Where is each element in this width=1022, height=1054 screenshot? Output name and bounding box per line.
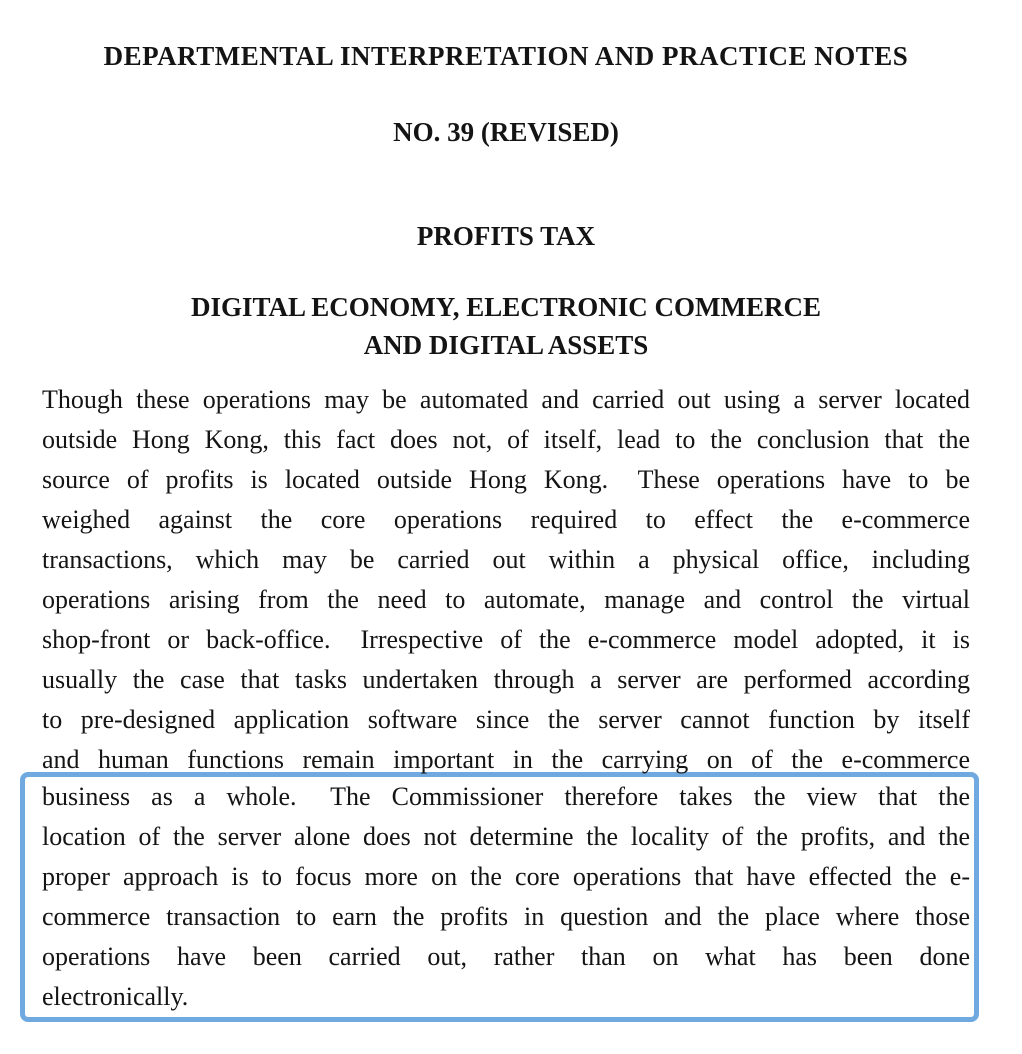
body-paragraph [42, 380, 970, 1022]
highlighted-text-line: business as a whole. The Commissioner therefore takes the view that the [42, 782, 970, 811]
text-line: source of profits is located outside Hong Kong. These operations have to be [42, 465, 970, 494]
subject-heading-line1: DIGITAL ECONOMY, ELECTRONIC COMMERCE [190, 292, 822, 322]
highlight-box [20, 772, 979, 1022]
subject-heading [42, 288, 970, 364]
paragraph-lines [42, 380, 970, 780]
section-heading-profits-tax: PROFITS TAX [416, 221, 596, 251]
text-line: usually the case that tasks undertaken through a server are performed according [42, 665, 970, 694]
document-title: DEPARTMENTAL INTERPRETATION AND PRACTICE NOTES [103, 41, 909, 71]
text-line: Though these operations may be automated and carried out using a server located [42, 385, 970, 414]
highlighted-lines [42, 777, 970, 1017]
highlighted-text-line: proper approach is to focus more on the core operations that have effected the e- [42, 862, 970, 891]
text-line: operations arising from the need to automate, manage and control the virtual [42, 585, 970, 614]
text-line: shop-front or back-office. Irrespective of the e-commerce model adopted, it is [42, 625, 970, 654]
text-line: and human functions remain important in the carrying on of the e-commerce [42, 745, 970, 774]
highlighted-text-line: commerce transaction to earn the profits in question and the place where those [42, 902, 970, 931]
text-line: outside Hong Kong, this fact does not, of itself, lead to the conclusion that the [42, 425, 970, 454]
highlighted-text-line: electronically. [42, 982, 189, 1011]
text-line: transactions, which may be carried out within a physical office, including [42, 545, 970, 574]
highlighted-text-line: operations have been carried out, rather than on what has been done [42, 942, 970, 971]
document-number: NO. 39 (REVISED) [393, 117, 619, 147]
subject-heading-line2: AND DIGITAL ASSETS [363, 330, 649, 360]
text-line: to pre-designed application software since the server cannot function by itself [42, 705, 970, 734]
highlighted-text-line: location of the server alone does not determine the locality of the profits, and the [42, 822, 970, 851]
text-line: weighed against the core operations required to effect the e-commerce [42, 505, 970, 534]
